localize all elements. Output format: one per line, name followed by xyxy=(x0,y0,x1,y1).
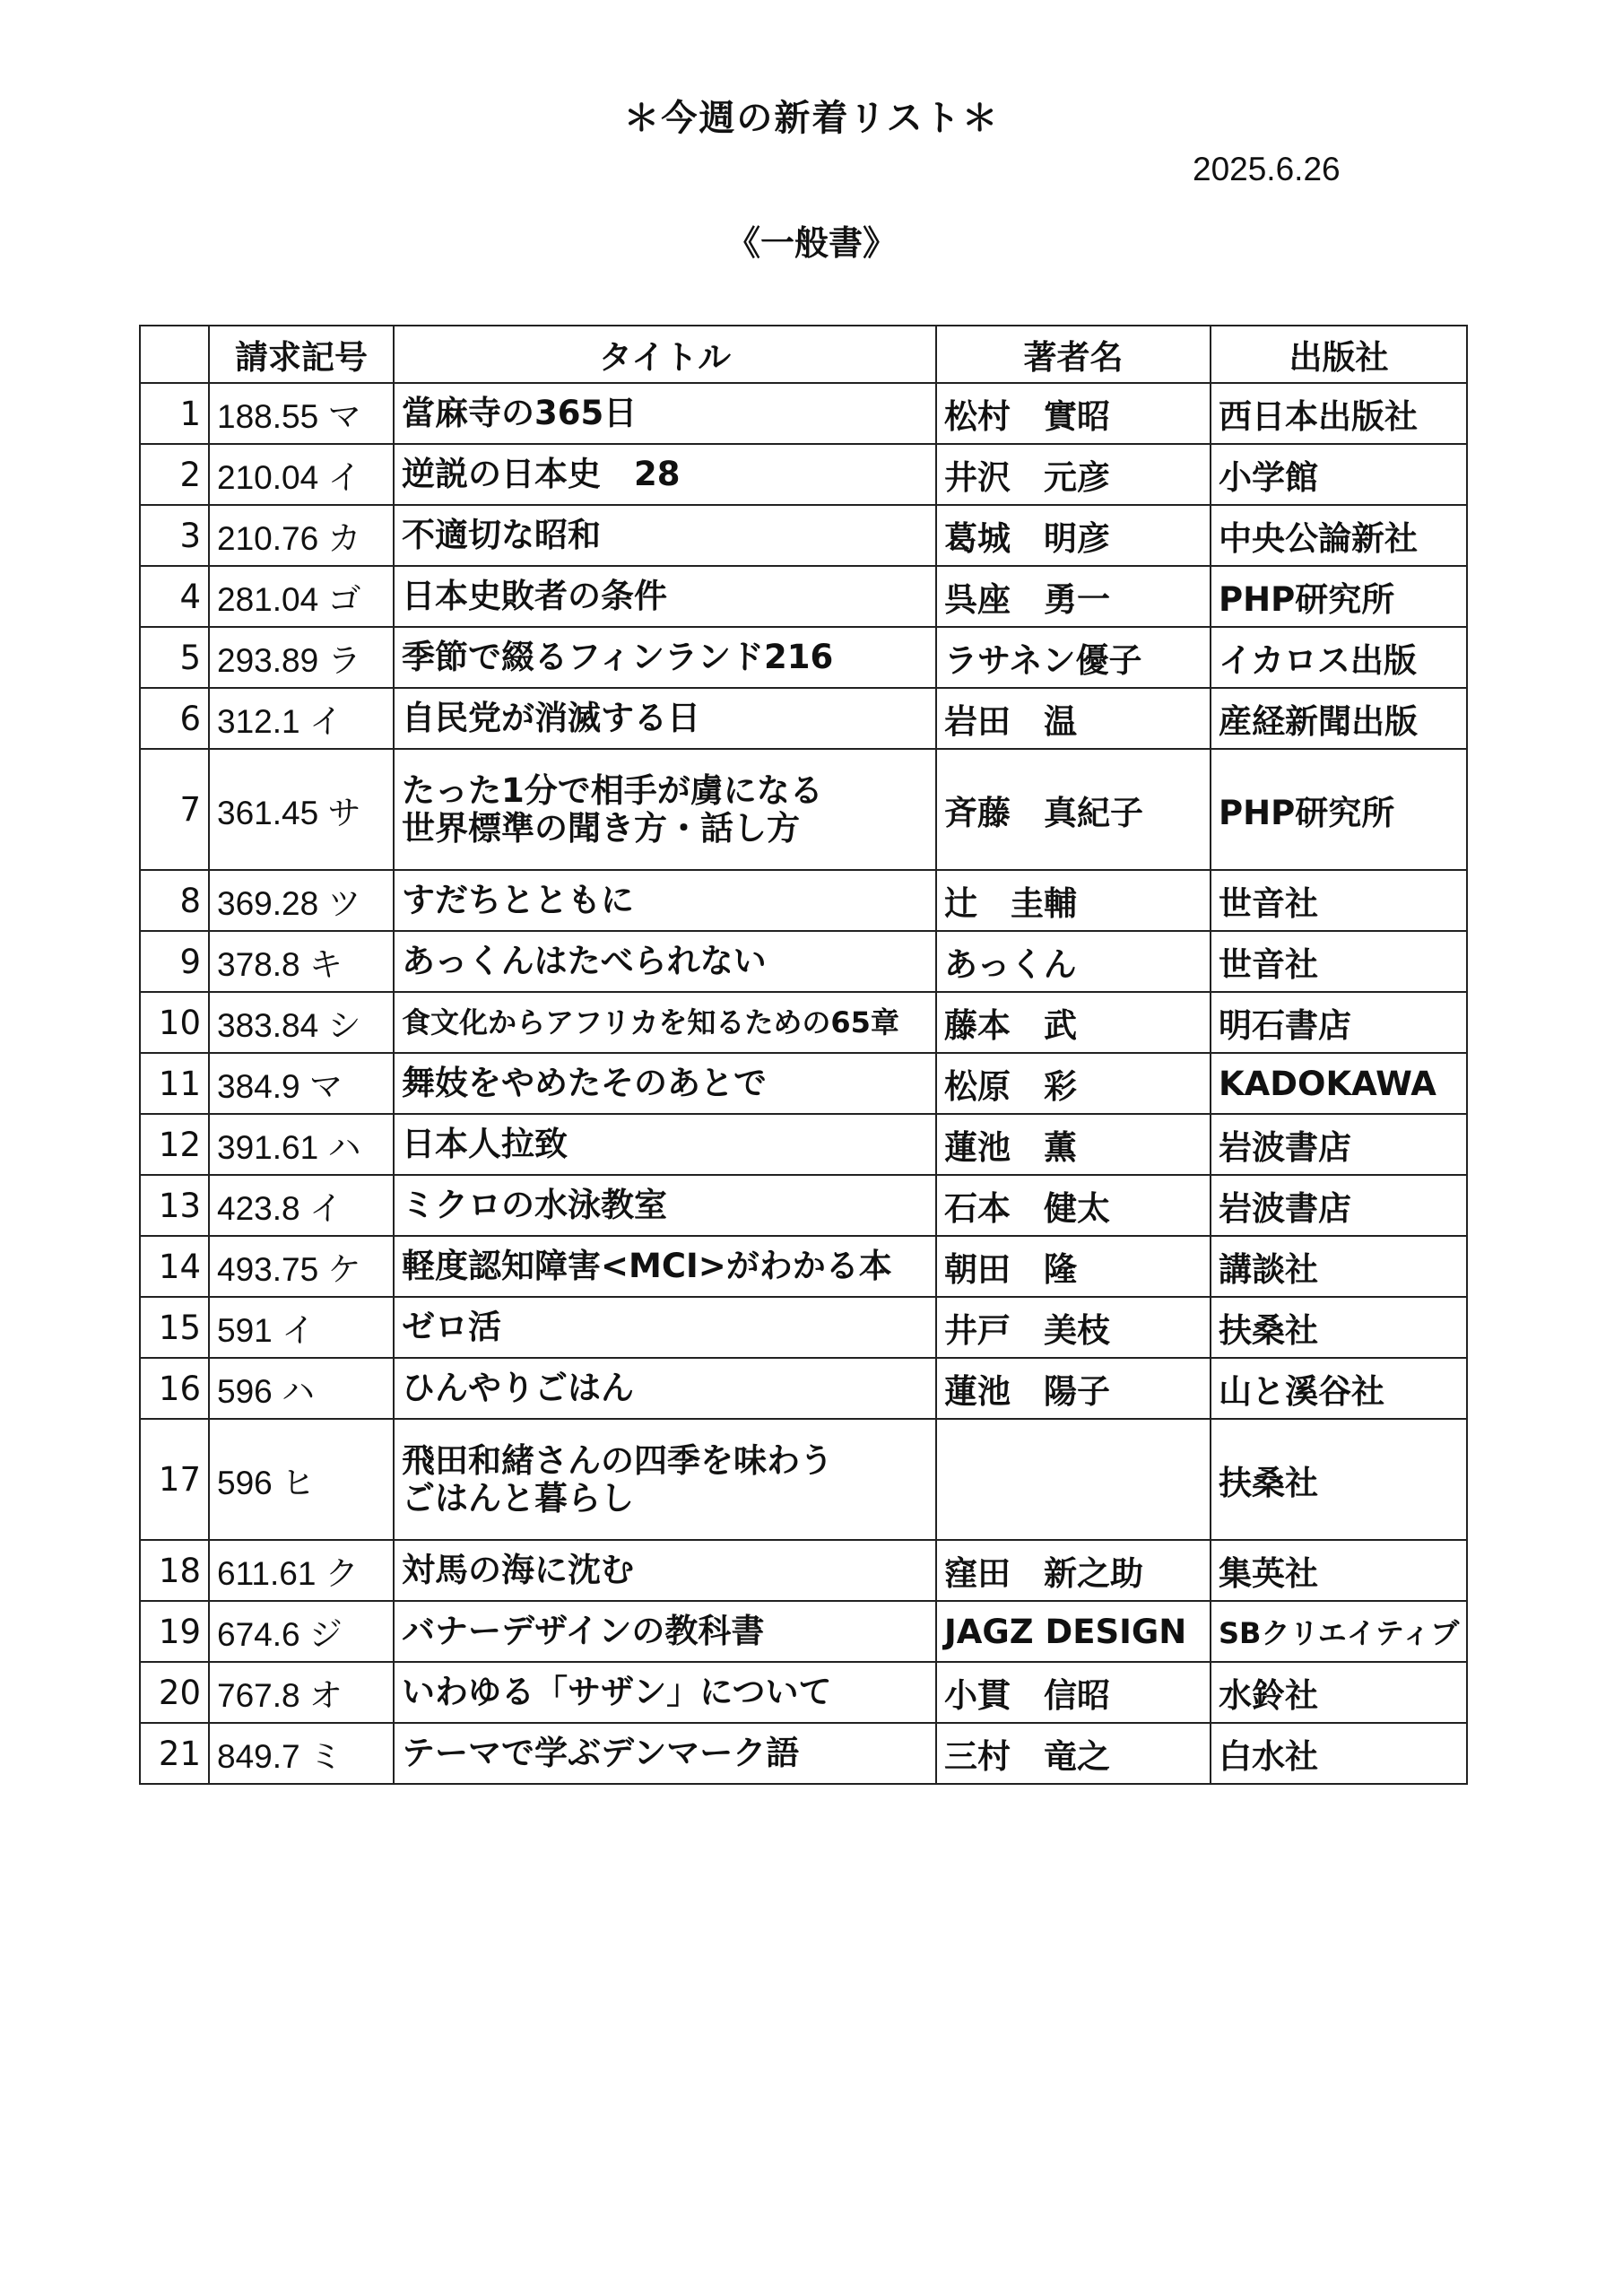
book-title xyxy=(394,505,936,566)
row-number: 11 xyxy=(140,1053,209,1114)
publisher-name: 山と溪谷社 xyxy=(1211,1358,1467,1419)
publisher-name: 白水社 xyxy=(1211,1723,1467,1784)
publisher-name: PHP研究所 xyxy=(1211,749,1467,870)
table-row xyxy=(140,749,1467,870)
author-name: 小貫 信昭 xyxy=(936,1662,1211,1723)
publisher-name: 産経新聞出版 xyxy=(1211,688,1467,749)
author-name: 藤本 武 xyxy=(936,992,1211,1053)
book-title xyxy=(394,1114,936,1175)
row-number: 6 xyxy=(140,688,209,749)
call-number: 591 イ xyxy=(209,1297,394,1358)
publisher-name: 世音社 xyxy=(1211,870,1467,931)
call-number: 849.7 ミ xyxy=(209,1723,394,1784)
book-title-line: テーマで学ぶデンマーク語 xyxy=(402,1734,800,1772)
publisher-name: イカロス出版 xyxy=(1211,627,1467,688)
author-name: JAGZ DESIGN xyxy=(936,1601,1211,1662)
row-number: 7 xyxy=(140,749,209,870)
table-row xyxy=(140,931,1467,992)
publisher-name: 中央公論新社 xyxy=(1211,505,1467,566)
book-title xyxy=(394,992,936,1053)
book-title-line: 対馬の海に沈む xyxy=(402,1551,634,1589)
call-number: 391.61 ハ xyxy=(209,1114,394,1175)
table-row xyxy=(140,1419,1467,1540)
book-title xyxy=(394,1358,936,1419)
author-name: 松原 彩 xyxy=(936,1053,1211,1114)
book-title xyxy=(394,1601,936,1662)
row-number: 2 xyxy=(140,444,209,505)
author-name: 朝田 隆 xyxy=(936,1236,1211,1297)
publisher-name: 講談社 xyxy=(1211,1236,1467,1297)
call-number: 767.8 オ xyxy=(209,1662,394,1723)
column-header-publisher: 出版社 xyxy=(1211,326,1467,383)
book-title-line: 自民党が消滅する日 xyxy=(402,699,700,737)
book-title-line: 逆説の日本史 28 xyxy=(402,455,681,493)
call-number: 188.55 マ xyxy=(209,383,394,444)
row-number: 15 xyxy=(140,1297,209,1358)
publisher-name: 小学館 xyxy=(1211,444,1467,505)
table-row xyxy=(140,992,1467,1053)
book-title-line: 日本史敗者の条件 xyxy=(402,577,667,615)
call-number: 674.6 ジ xyxy=(209,1601,394,1662)
row-number: 17 xyxy=(140,1419,209,1540)
book-title-line: すだちとともに xyxy=(402,881,634,919)
table-header-row xyxy=(140,326,1467,383)
publisher-name: 西日本出版社 xyxy=(1211,383,1467,444)
book-title xyxy=(394,1236,936,1297)
publisher-name: 岩波書店 xyxy=(1211,1114,1467,1175)
call-number: 611.61 ク xyxy=(209,1540,394,1601)
call-number: 281.04 ゴ xyxy=(209,566,394,627)
publisher-name: PHP研究所 xyxy=(1211,566,1467,627)
book-title-line: 世界標準の聞き方・話し方 xyxy=(402,808,800,848)
book-title-line: ごはんと暮らし xyxy=(402,1478,634,1518)
row-number: 9 xyxy=(140,931,209,992)
book-title xyxy=(394,931,936,992)
book-title-line: あっくんはたべられない xyxy=(402,942,767,980)
call-number: 293.89 ラ xyxy=(209,627,394,688)
book-title-line: 食文化からアフリカを知るための65章 xyxy=(402,1005,899,1039)
book-title-line: 飛田和緒さんの四季を味わう xyxy=(402,1440,833,1480)
table-row xyxy=(140,1723,1467,1784)
column-header-title: タイトル xyxy=(394,326,936,383)
page-title: ＊今週の新着リスト＊ xyxy=(623,98,1000,139)
row-number: 10 xyxy=(140,992,209,1053)
book-title xyxy=(394,566,936,627)
book-title xyxy=(394,688,936,749)
author-name xyxy=(936,1419,1211,1540)
author-name: 井沢 元彦 xyxy=(936,444,1211,505)
author-name: 三村 竜之 xyxy=(936,1723,1211,1784)
book-title xyxy=(394,444,936,505)
table-row xyxy=(140,1662,1467,1723)
call-number: 378.8 キ xyxy=(209,931,394,992)
row-number: 13 xyxy=(140,1175,209,1236)
book-title-line: いわゆる「サザン」について xyxy=(402,1673,832,1711)
book-title-line: ゼロ活 xyxy=(402,1308,501,1346)
book-title xyxy=(394,1662,936,1723)
publisher-name: 扶桑社 xyxy=(1211,1419,1467,1540)
publisher-name: 水鈴社 xyxy=(1211,1662,1467,1723)
publisher-name: 岩波書店 xyxy=(1211,1175,1467,1236)
table-row xyxy=(140,383,1467,444)
call-number: 596 ハ xyxy=(209,1358,394,1419)
table-row xyxy=(140,627,1467,688)
row-number: 5 xyxy=(140,627,209,688)
row-number: 21 xyxy=(140,1723,209,1784)
call-number: 361.45 サ xyxy=(209,749,394,870)
table-row xyxy=(140,444,1467,505)
book-title-line: ひんやりごはん xyxy=(402,1369,634,1407)
row-number: 3 xyxy=(140,505,209,566)
author-name: 松村 實昭 xyxy=(936,383,1211,444)
row-number: 18 xyxy=(140,1540,209,1601)
table-row xyxy=(140,870,1467,931)
book-title-line: 當麻寺の365日 xyxy=(402,394,638,432)
table-row xyxy=(140,1175,1467,1236)
publisher-name: SBクリエイティブ xyxy=(1211,1601,1467,1662)
book-title-line: バナーデザインの教科書 xyxy=(402,1612,765,1650)
table-row xyxy=(140,566,1467,627)
column-header-author: 著者名 xyxy=(936,326,1211,383)
book-title-line: 日本人拉致 xyxy=(402,1125,568,1163)
book-title xyxy=(394,870,936,931)
book-title xyxy=(394,1723,936,1784)
column-header-number xyxy=(140,326,209,383)
call-number: 312.1 イ xyxy=(209,688,394,749)
table-row xyxy=(140,688,1467,749)
list-date: 2025.6.26 xyxy=(1193,151,1341,187)
call-number: 493.75 ケ xyxy=(209,1236,394,1297)
publisher-name: 明石書店 xyxy=(1211,992,1467,1053)
call-number: 369.28 ツ xyxy=(209,870,394,931)
table-row xyxy=(140,1358,1467,1419)
book-title-line: 舞妓をやめたそのあとで xyxy=(402,1064,767,1102)
row-number: 14 xyxy=(140,1236,209,1297)
publisher-name: 世音社 xyxy=(1211,931,1467,992)
author-name: 井戸 美枝 xyxy=(936,1297,1211,1358)
book-title-line: 不適切な昭和 xyxy=(402,516,601,554)
author-name: 石本 健太 xyxy=(936,1175,1211,1236)
author-name: 葛城 明彦 xyxy=(936,505,1211,566)
book-title xyxy=(394,1297,936,1358)
row-number: 20 xyxy=(140,1662,209,1723)
book-title-line: ミクロの水泳教室 xyxy=(402,1186,667,1224)
book-title xyxy=(394,749,936,870)
table-row xyxy=(140,1053,1467,1114)
author-name: 辻 圭輔 xyxy=(936,870,1211,931)
book-title-line: たった1分で相手が虜になる xyxy=(402,770,823,810)
book-title xyxy=(394,1175,936,1236)
row-number: 1 xyxy=(140,383,209,444)
section-heading: 《一般書》 xyxy=(725,223,897,263)
table-row xyxy=(140,1601,1467,1662)
row-number: 8 xyxy=(140,870,209,931)
call-number: 384.9 マ xyxy=(209,1053,394,1114)
book-title xyxy=(394,383,936,444)
publisher-name: KADOKAWA xyxy=(1211,1053,1467,1114)
author-name: 斉藤 真紀子 xyxy=(936,749,1211,870)
book-title xyxy=(394,1053,936,1114)
column-header-call-number: 請求記号 xyxy=(209,326,394,383)
publisher-name: 扶桑社 xyxy=(1211,1297,1467,1358)
author-name: ラサネン優子 xyxy=(936,627,1211,688)
table-row xyxy=(140,505,1467,566)
book-title-line: 季節で綴るフィンランド216 xyxy=(402,638,834,676)
table-row xyxy=(140,1297,1467,1358)
row-number: 19 xyxy=(140,1601,209,1662)
call-number: 596 ヒ xyxy=(209,1419,394,1540)
author-name: 岩田 温 xyxy=(936,688,1211,749)
book-title-line: 軽度認知障害<MCI>がわかる本 xyxy=(402,1247,892,1285)
book-title xyxy=(394,1540,936,1601)
row-number: 4 xyxy=(140,566,209,627)
table-row xyxy=(140,1114,1467,1175)
author-name: 窪田 新之助 xyxy=(936,1540,1211,1601)
call-number: 423.8 イ xyxy=(209,1175,394,1236)
author-name: 呉座 勇一 xyxy=(936,566,1211,627)
book-title xyxy=(394,627,936,688)
publisher-name: 集英社 xyxy=(1211,1540,1467,1601)
author-name: 蓮池 陽子 xyxy=(936,1358,1211,1419)
call-number: 210.76 カ xyxy=(209,505,394,566)
call-number: 383.84 シ xyxy=(209,992,394,1053)
author-name: 蓮池 薫 xyxy=(936,1114,1211,1175)
new-books-table xyxy=(139,325,1468,1785)
book-title xyxy=(394,1419,936,1540)
table-row xyxy=(140,1540,1467,1601)
row-number: 12 xyxy=(140,1114,209,1175)
call-number: 210.04 イ xyxy=(209,444,394,505)
row-number: 16 xyxy=(140,1358,209,1419)
author-name: あっくん xyxy=(936,931,1211,992)
table-row xyxy=(140,1236,1467,1297)
